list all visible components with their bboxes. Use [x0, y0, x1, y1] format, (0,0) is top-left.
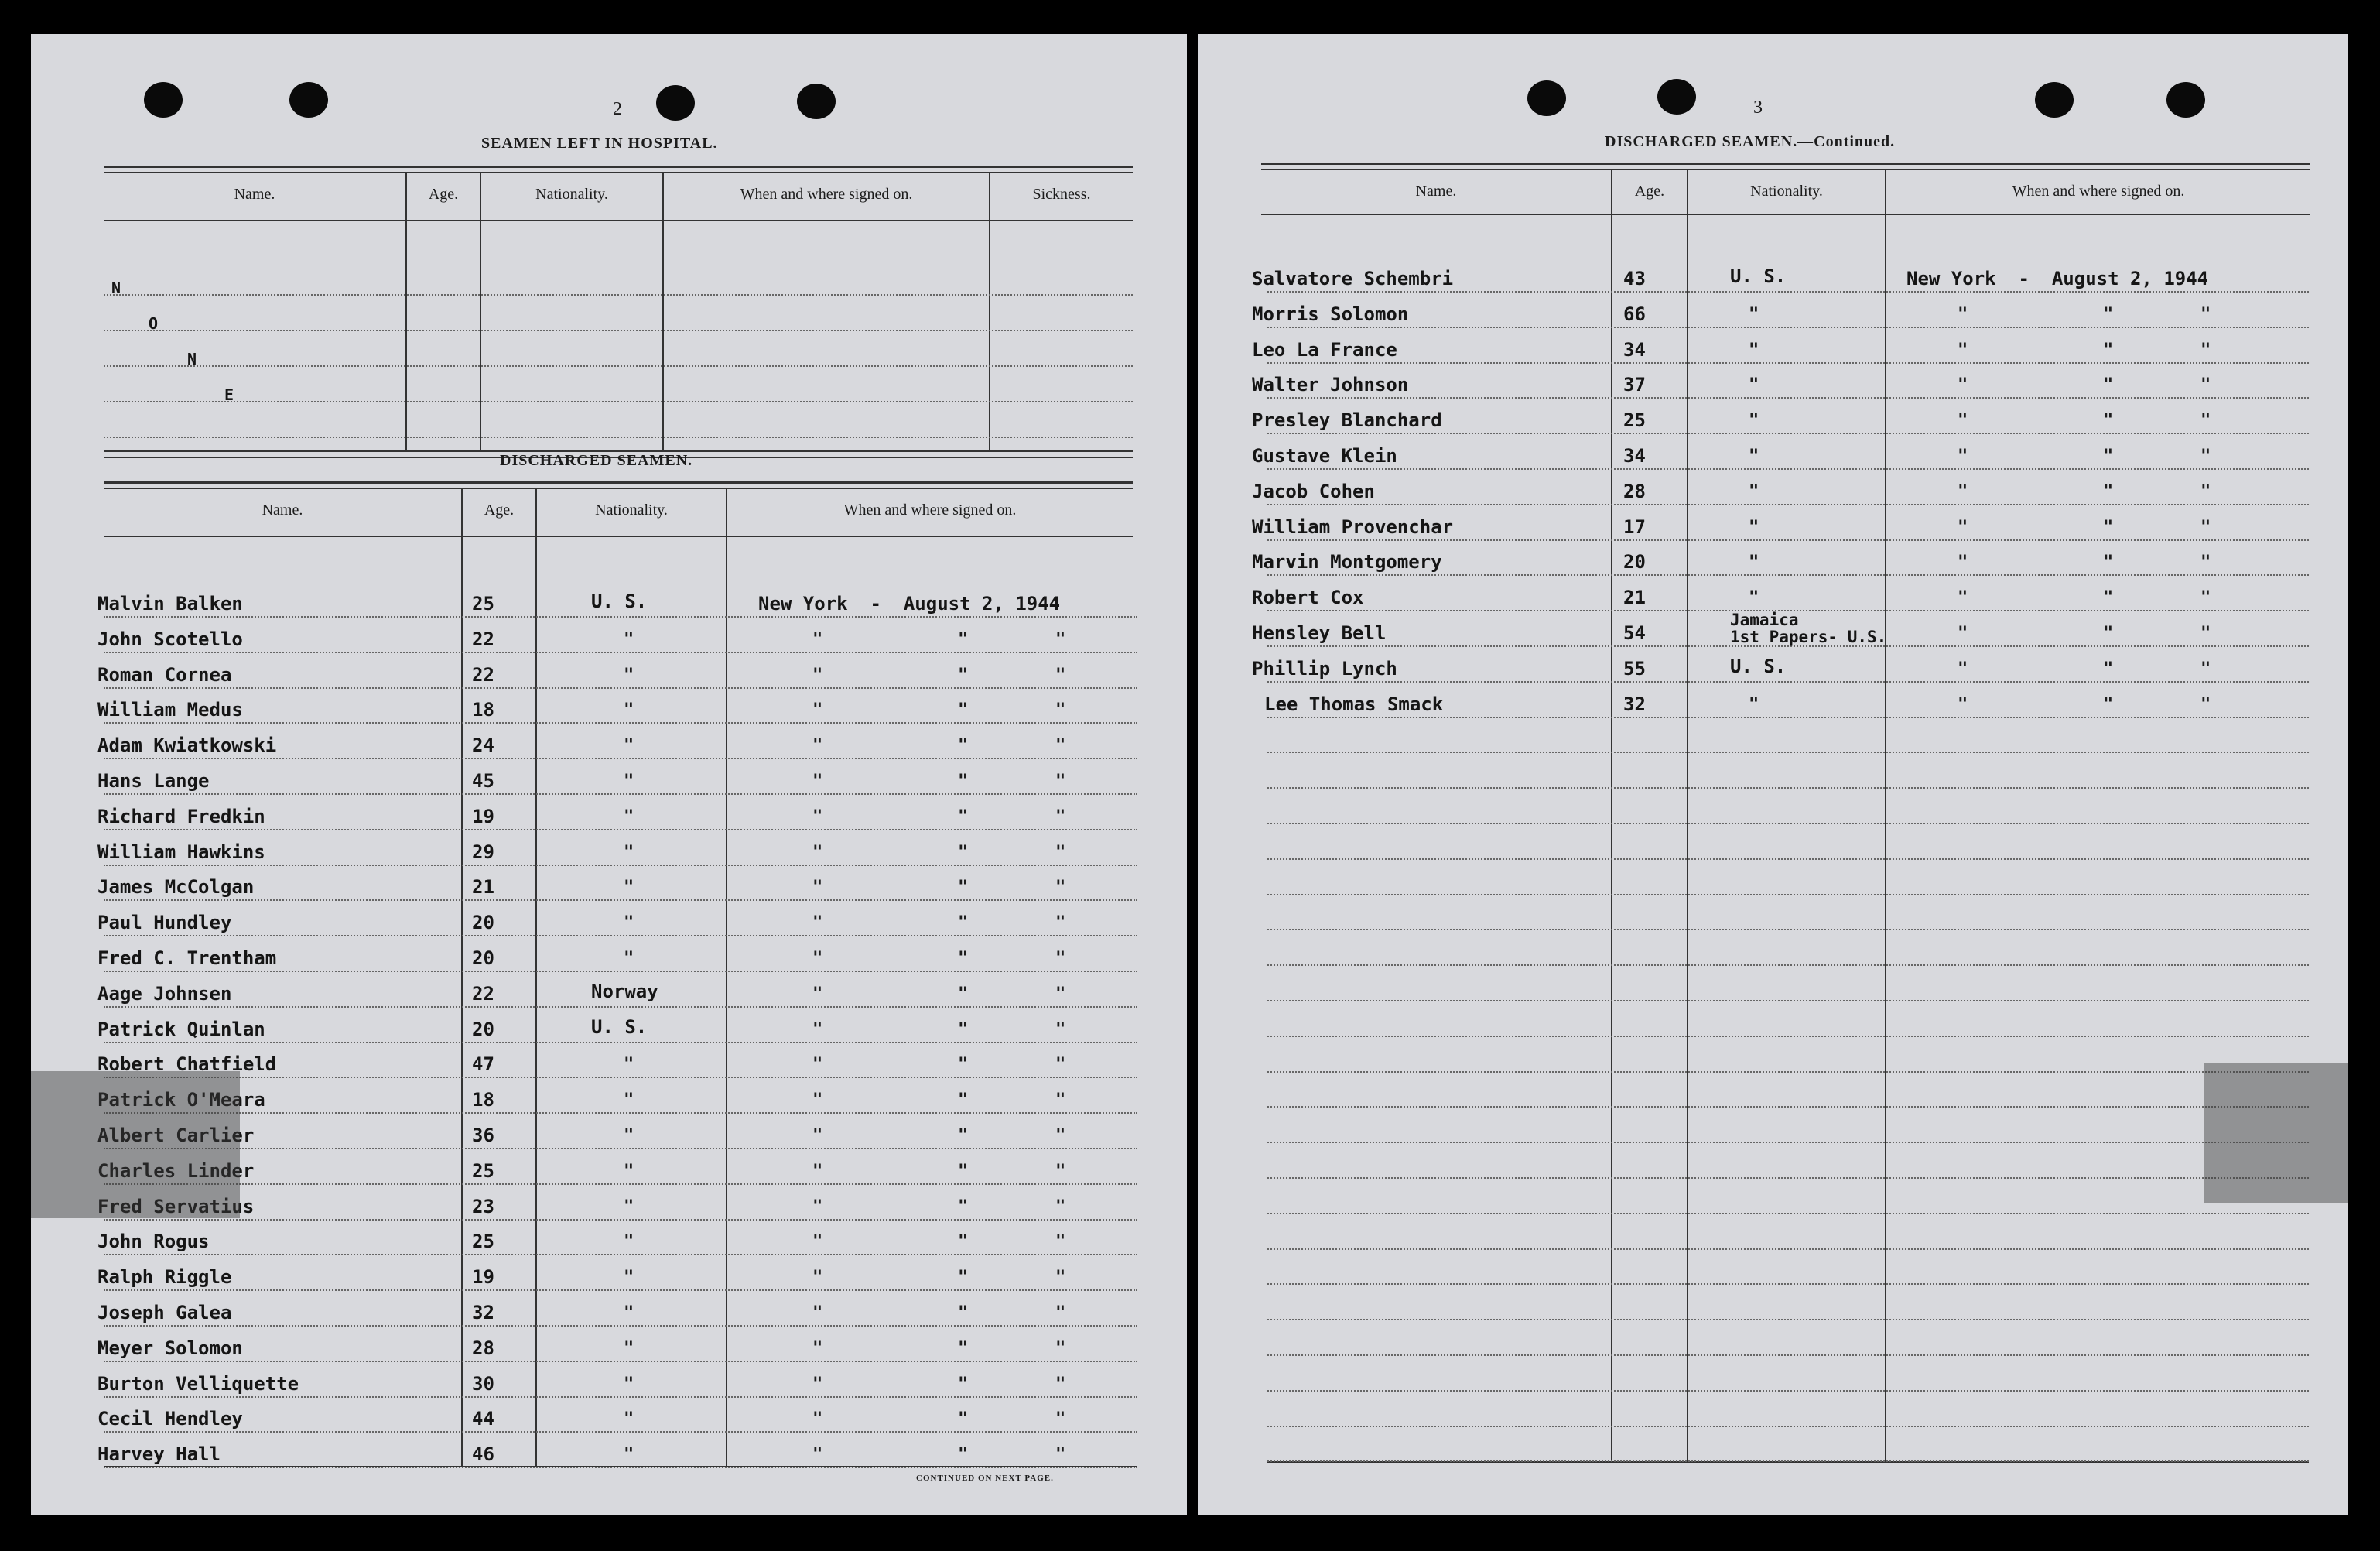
column-header: Age.: [428, 186, 459, 203]
seaman-name: Jacob Cohen: [1252, 480, 1375, 502]
signed-on: New York - August 2, 1944: [758, 593, 1061, 615]
nationality-ditto: ": [624, 629, 634, 649]
nationality-ditto: ": [1749, 481, 1759, 502]
seaman-age: 23: [472, 1195, 494, 1217]
seaman-name: Leo La France: [1252, 338, 1397, 361]
signed-on-ditto: ": [1958, 447, 1968, 466]
nationality-ditto: ": [1749, 340, 1759, 360]
nationality-ditto: ": [624, 700, 634, 721]
scan-smudge: [31, 1071, 240, 1218]
seaman-name: Salvatore Schembri: [1252, 268, 1454, 289]
none-letter: E: [224, 385, 234, 404]
signed-on-ditto: ": [2200, 411, 2211, 431]
signed-on-ditto: ": [2103, 447, 2114, 466]
signed-on-ditto: ": [1055, 700, 1066, 721]
seaman-age: 28: [472, 1337, 494, 1359]
seaman-name: Joseph Galea: [97, 1302, 232, 1323]
seaman-name: Phillip Lynch: [1252, 657, 1397, 680]
seaman-age: 28: [1623, 480, 1646, 502]
seaman-name: Robert Cox: [1252, 587, 1364, 609]
column-header: Nationality.: [1750, 183, 1823, 200]
seaman-name: Fred C. Trentham: [97, 947, 277, 969]
seaman-name: Patrick O'Meara: [97, 1089, 265, 1111]
signed-on-ditto: ": [2200, 553, 2211, 573]
seaman-age: 34: [1623, 338, 1646, 361]
seaman-age: 20: [472, 947, 494, 969]
signed-on-ditto: ": [1055, 629, 1066, 649]
left-page: [31, 34, 1187, 1515]
column-header: Name.: [1415, 183, 1457, 200]
nationality-ditto: ": [1749, 588, 1759, 608]
seaman-age: 20: [1623, 551, 1646, 573]
signed-on-ditto: ": [1958, 340, 1968, 360]
page-number: 3: [1753, 98, 1763, 118]
seaman-age: 54: [1623, 622, 1646, 644]
seaman-nationality: Jamaica 1st Papers- U.S.: [1730, 611, 1887, 646]
seaman-name: William Provenchar: [1252, 515, 1454, 538]
signed-on-ditto: ": [1055, 665, 1066, 685]
nationality-ditto: ": [624, 806, 634, 827]
nationality-ditto: ": [1749, 411, 1759, 431]
seaman-age: 22: [472, 628, 494, 650]
signed-on-ditto: ": [812, 700, 823, 721]
seaman-age: 25: [1623, 409, 1646, 432]
nationality-ditto: ": [1749, 553, 1759, 573]
nationality-ditto: ": [624, 1445, 634, 1465]
signed-on-ditto: ": [812, 1197, 823, 1217]
signed-on-ditto: ": [958, 736, 969, 756]
nationality-ditto: ": [624, 1161, 634, 1181]
signed-on-ditto: ": [2200, 588, 2211, 608]
signed-on-ditto: ": [958, 1161, 969, 1181]
nationality-ditto: ": [1749, 304, 1759, 324]
seaman-age: 21: [1623, 587, 1646, 609]
seaman-age: 25: [472, 593, 494, 615]
signed-on-ditto: ": [812, 1161, 823, 1181]
seaman-name: Hensley Bell: [1252, 622, 1387, 644]
signed-on-ditto: ": [1958, 659, 1968, 679]
discharged-continued-title: DISCHARGED SEAMEN.—Continued.: [1605, 133, 1896, 150]
nationality-ditto: ": [624, 736, 634, 756]
seaman-age: 19: [472, 1266, 494, 1289]
seaman-age: 25: [472, 1231, 494, 1253]
signed-on-ditto: ": [958, 1019, 969, 1039]
signed-on-ditto: ": [2103, 659, 2114, 679]
seaman-name: William Medus: [97, 699, 243, 721]
seaman-name: John Rogus: [97, 1231, 210, 1253]
signed-on-ditto: ": [1055, 984, 1066, 1004]
signed-on-ditto: ": [958, 1090, 969, 1111]
signed-on-ditto: ": [2103, 517, 2114, 537]
signed-on-ditto: ": [1055, 1338, 1066, 1358]
signed-on-ditto: ": [1958, 624, 1968, 643]
signed-on-ditto: ": [812, 736, 823, 756]
seaman-nationality: U. S.: [1730, 265, 1787, 287]
seaman-age: 18: [472, 1089, 494, 1111]
seaman-age: 46: [472, 1443, 494, 1466]
nationality-ditto: ": [624, 878, 634, 898]
seaman-age: 20: [472, 912, 494, 934]
seaman-age: 66: [1623, 303, 1646, 325]
nationality-ditto: ": [1749, 447, 1759, 466]
signed-on-ditto: ": [2200, 694, 2211, 714]
signed-on-ditto: ": [2103, 340, 2114, 360]
seaman-age: 32: [472, 1302, 494, 1323]
signed-on-ditto: ": [812, 1409, 823, 1429]
signed-on-ditto: ": [1958, 411, 1968, 431]
signed-on-ditto: ": [2200, 447, 2211, 466]
signed-on-ditto: ": [958, 665, 969, 685]
seaman-nationality: Norway: [591, 980, 658, 1002]
signed-on-ditto: ": [958, 1232, 969, 1252]
seaman-age: 22: [472, 663, 494, 686]
nationality-ditto: ": [624, 1090, 634, 1111]
column-header: Name.: [262, 502, 303, 519]
signed-on-ditto: ": [812, 665, 823, 685]
seaman-name: Richard Fredkin: [97, 805, 265, 827]
seaman-age: 17: [1623, 515, 1646, 538]
page-number: 2: [613, 99, 622, 119]
signed-on-ditto: ": [812, 1126, 823, 1145]
nationality-ditto: ": [624, 772, 634, 791]
none-letter: N: [187, 350, 197, 368]
nationality-ditto: ": [624, 1197, 634, 1217]
seaman-name: James McColgan: [97, 876, 255, 899]
seaman-name: William Hawkins: [97, 841, 265, 863]
signed-on-ditto: ": [2103, 694, 2114, 714]
signed-on-ditto: ": [958, 1445, 969, 1465]
signed-on-ditto: ": [2200, 304, 2211, 324]
signed-on-ditto: ": [958, 949, 969, 968]
seaman-name: Marvin Montgomery: [1252, 551, 1442, 573]
seaman-name: Harvey Hall: [97, 1443, 221, 1466]
signed-on-ditto: ": [958, 1126, 969, 1145]
seaman-name: Meyer Solomon: [97, 1337, 243, 1359]
seaman-name: Roman Cornea: [97, 663, 232, 686]
column-header: Age.: [1634, 183, 1665, 200]
seaman-age: 25: [472, 1159, 494, 1182]
nationality-ditto: ": [1749, 517, 1759, 537]
signed-on-ditto: ": [2103, 481, 2114, 502]
column-header: When and where signed on.: [740, 186, 913, 203]
signed-on-ditto: ": [1958, 517, 1968, 537]
signed-on-ditto: ": [2103, 375, 2114, 395]
punch-hole: [1527, 80, 1566, 116]
signed-on-ditto: ": [812, 1232, 823, 1252]
column-header: Sickness.: [1032, 186, 1091, 203]
signed-on-ditto: ": [958, 700, 969, 721]
seaman-age: 32: [1623, 693, 1646, 715]
nationality-ditto: ": [1749, 375, 1759, 395]
signed-on-ditto: ": [1055, 842, 1066, 862]
column-header: When and where signed on.: [843, 502, 1017, 519]
signed-on-ditto: ": [2200, 659, 2211, 679]
signed-on-ditto: ": [812, 1055, 823, 1075]
nationality-ditto: ": [624, 842, 634, 862]
signed-on-ditto: ": [2200, 517, 2211, 537]
signed-on-ditto: ": [1055, 1409, 1066, 1429]
hospital-section-title: SEAMEN LEFT IN HOSPITAL.: [481, 135, 718, 152]
signed-on-ditto: ": [958, 842, 969, 862]
signed-on-ditto: ": [958, 806, 969, 827]
signed-on-ditto: ": [2103, 411, 2114, 431]
seaman-nationality: U. S.: [1730, 655, 1787, 677]
signed-on-ditto: ": [958, 1338, 969, 1358]
signed-on-ditto: ": [958, 629, 969, 649]
signed-on-ditto: ": [812, 1268, 823, 1288]
punch-hole: [1657, 79, 1696, 115]
signed-on-ditto: ": [1055, 1090, 1066, 1111]
seaman-age: 24: [472, 734, 494, 757]
signed-on-ditto: ": [1055, 1374, 1066, 1394]
signed-on-ditto: ": [1958, 481, 1968, 502]
seaman-name: John Scotello: [97, 628, 243, 650]
seaman-name: Aage Johnsen: [97, 982, 232, 1005]
seaman-age: 36: [472, 1125, 494, 1146]
punch-hole: [656, 85, 695, 121]
seaman-name: Malvin Balken: [97, 593, 243, 615]
signed-on-ditto: ": [1055, 913, 1066, 933]
signed-on-ditto: ": [958, 984, 969, 1004]
signed-on-ditto: ": [958, 772, 969, 791]
punch-hole: [289, 82, 328, 118]
signed-on-ditto: ": [1958, 553, 1968, 573]
signed-on-ditto: ": [1055, 736, 1066, 756]
seaman-age: 29: [472, 841, 494, 863]
seaman-name: Adam Kwiatkowski: [97, 734, 277, 757]
nationality-ditto: ": [624, 949, 634, 968]
nationality-ditto: ": [624, 1338, 634, 1358]
signed-on-ditto: ": [1055, 878, 1066, 898]
continued-note: CONTINUED ON NEXT PAGE.: [916, 1474, 1054, 1483]
nationality-ditto: ": [624, 1268, 634, 1288]
seaman-name: Fred Servatius: [97, 1195, 255, 1217]
signed-on-ditto: ": [1958, 304, 1968, 324]
signed-on-ditto: ": [958, 1197, 969, 1217]
signed-on-ditto: ": [2103, 553, 2114, 573]
seaman-age: 30: [472, 1372, 494, 1395]
seaman-age: 34: [1623, 445, 1646, 467]
discharged-section-title: DISCHARGED SEAMEN.: [500, 452, 693, 469]
signed-on-ditto: ": [1958, 588, 1968, 608]
seaman-name: Presley Blanchard: [1252, 409, 1442, 432]
signed-on-ditto: ": [1055, 1445, 1066, 1465]
signed-on-ditto: ": [958, 1374, 969, 1394]
signed-on-ditto: ": [812, 1374, 823, 1394]
signed-on-ditto: ": [812, 1090, 823, 1111]
signed-on-ditto: ": [812, 1445, 823, 1465]
seaman-name: Hans Lange: [97, 770, 210, 792]
signed-on-ditto: ": [1055, 806, 1066, 827]
punch-hole: [2035, 82, 2074, 118]
signed-on-ditto: ": [1055, 1055, 1066, 1075]
signed-on-ditto: ": [958, 878, 969, 898]
signed-on-ditto: ": [958, 913, 969, 933]
right-page: [1198, 34, 2348, 1515]
signed-on-ditto: ": [812, 806, 823, 827]
signed-on: New York - August 2, 1944: [1906, 268, 2209, 289]
seaman-age: 47: [472, 1053, 494, 1076]
nationality-ditto: ": [1749, 694, 1759, 714]
signed-on-ditto: ": [812, 984, 823, 1004]
signed-on-ditto: ": [812, 1303, 823, 1323]
signed-on-ditto: ": [812, 913, 823, 933]
nationality-ditto: ": [624, 1303, 634, 1323]
seaman-name: Cecil Hendley: [97, 1408, 243, 1430]
none-letter: O: [149, 314, 159, 333]
seaman-name: Walter Johnson: [1252, 374, 1409, 396]
column-header: When and where signed on.: [2012, 183, 2185, 200]
seaman-name: Gustave Klein: [1252, 445, 1397, 467]
signed-on-ditto: ": [1055, 1232, 1066, 1252]
punch-hole: [2166, 82, 2205, 118]
seaman-name: Albert Carlier: [97, 1125, 255, 1146]
signed-on-ditto: ": [958, 1268, 969, 1288]
seaman-age: 43: [1623, 268, 1646, 289]
signed-on-ditto: ": [2200, 375, 2211, 395]
signed-on-ditto: ": [2200, 340, 2211, 360]
seaman-age: 37: [1623, 374, 1646, 396]
nationality-ditto: ": [624, 1055, 634, 1075]
signed-on-ditto: ": [812, 629, 823, 649]
signed-on-ditto: ": [2200, 624, 2211, 643]
signed-on-ditto: ": [1958, 375, 1968, 395]
seaman-age: 55: [1623, 657, 1646, 680]
column-header: Age.: [484, 502, 515, 519]
signed-on-ditto: ": [812, 878, 823, 898]
signed-on-ditto: ": [1055, 1019, 1066, 1039]
signed-on-ditto: ": [1055, 1161, 1066, 1181]
column-header: Nationality.: [535, 186, 608, 203]
signed-on-ditto: ": [2200, 481, 2211, 502]
seaman-name: Robert Chatfield: [97, 1053, 277, 1076]
seaman-age: 22: [472, 982, 494, 1005]
signed-on-ditto: ": [1055, 949, 1066, 968]
seaman-name: Paul Hundley: [97, 912, 232, 934]
seaman-name: Ralph Riggle: [97, 1266, 232, 1289]
signed-on-ditto: ": [1055, 772, 1066, 791]
signed-on-ditto: ": [812, 949, 823, 968]
seaman-age: 45: [472, 770, 494, 792]
signed-on-ditto: ": [2103, 304, 2114, 324]
signed-on-ditto: ": [958, 1055, 969, 1075]
seaman-name: Morris Solomon: [1252, 303, 1409, 325]
signed-on-ditto: ": [812, 1338, 823, 1358]
nationality-ditto: ": [624, 1126, 634, 1145]
nationality-ditto: ": [624, 1232, 634, 1252]
signed-on-ditto: ": [2103, 588, 2114, 608]
signed-on-ditto: ": [1958, 694, 1968, 714]
scan-smudge: [2204, 1063, 2348, 1203]
nationality-ditto: ": [624, 665, 634, 685]
signed-on-ditto: ": [1055, 1197, 1066, 1217]
signed-on-ditto: ": [2103, 624, 2114, 643]
seaman-name: Burton Velliquette: [97, 1372, 299, 1395]
seaman-age: 19: [472, 805, 494, 827]
seaman-name: Patrick Quinlan: [97, 1018, 265, 1040]
seaman-nationality: U. S.: [591, 1015, 648, 1038]
column-header: Name.: [234, 186, 275, 203]
seaman-age: 44: [472, 1408, 494, 1430]
punch-hole: [144, 82, 183, 118]
signed-on-ditto: ": [1055, 1126, 1066, 1145]
signed-on-ditto: ": [812, 1019, 823, 1039]
signed-on-ditto: ": [958, 1303, 969, 1323]
column-header: Nationality.: [595, 502, 668, 519]
nationality-ditto: ": [624, 1409, 634, 1429]
signed-on-ditto: ": [1055, 1303, 1066, 1323]
signed-on-ditto: ": [812, 772, 823, 791]
nationality-ditto: ": [624, 913, 634, 933]
nationality-ditto: ": [624, 1374, 634, 1394]
seaman-age: 18: [472, 699, 494, 721]
none-letter: N: [111, 279, 121, 297]
seaman-nationality: U. S.: [591, 591, 648, 612]
signed-on-ditto: ": [812, 842, 823, 862]
punch-hole: [797, 84, 836, 119]
seaman-name: Lee Thomas Smack: [1264, 693, 1444, 715]
seaman-age: 20: [472, 1018, 494, 1040]
signed-on-ditto: ": [958, 1409, 969, 1429]
seaman-name: Charles Linder: [97, 1159, 255, 1182]
signed-on-ditto: ": [1055, 1268, 1066, 1288]
seaman-age: 21: [472, 876, 494, 899]
